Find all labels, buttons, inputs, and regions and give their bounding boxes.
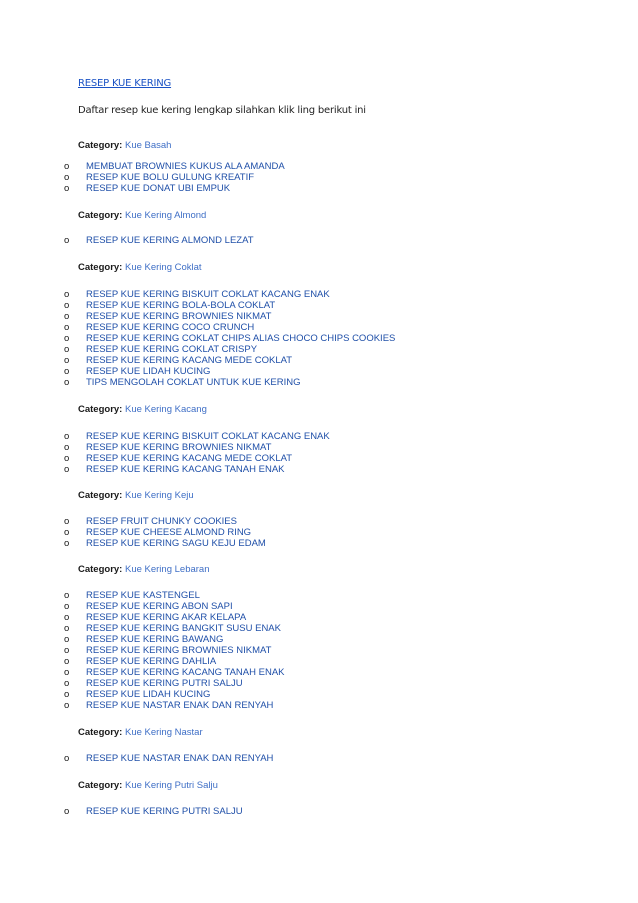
recipe-link[interactable]: RESEP KUE KERING KACANG TANAH ENAK	[86, 667, 285, 678]
category-label: Category:	[78, 490, 123, 501]
recipe-link[interactable]: RESEP KUE KERING BOLA-BOLA COKLAT	[86, 300, 276, 311]
bullet-icon: o	[64, 612, 70, 623]
bullet-icon: o	[64, 235, 70, 246]
list-item	[64, 161, 285, 172]
category-link[interactable]: Kue Basah	[124, 140, 172, 151]
list-item	[64, 289, 395, 300]
list-item	[64, 806, 243, 817]
bullet-icon: o	[64, 806, 70, 817]
list-item	[64, 333, 395, 344]
category-link[interactable]: Kue Kering Putri Salju	[124, 780, 218, 791]
list-item	[64, 538, 266, 549]
list-item	[64, 235, 254, 246]
recipe-link[interactable]: TIPS MENGOLAH COKLAT UNTUK KUE KERING	[86, 377, 301, 388]
category-label: Category:	[78, 564, 123, 575]
category-heading	[78, 727, 203, 738]
bullet-icon: o	[64, 453, 70, 464]
recipe-link[interactable]: RESEP KUE NASTAR ENAK DAN RENYAH	[86, 700, 274, 711]
recipe-list	[64, 161, 285, 194]
recipe-link[interactable]: RESEP KUE KERING COCO CRUNCH	[86, 322, 255, 333]
recipe-list	[64, 753, 273, 764]
list-item	[64, 700, 285, 711]
category-label: Category:	[78, 262, 123, 273]
intro-text: Daftar resep kue kering lengkap silahkan klik ling berikut ini	[78, 105, 366, 116]
recipe-link[interactable]: RESEP KUE KERING ALMOND LEZAT	[86, 235, 254, 246]
recipe-list	[64, 235, 254, 246]
bullet-icon: o	[64, 289, 70, 300]
recipe-list	[64, 431, 330, 475]
recipe-link[interactable]: RESEP KUE KERING SAGU KEJU EDAM	[86, 538, 266, 549]
recipe-link[interactable]: RESEP KUE KERING BROWNIES NIKMAT	[86, 645, 272, 656]
category-heading	[78, 262, 202, 273]
recipe-link[interactable]: RESEP KUE KERING KACANG MEDE COKLAT	[86, 355, 293, 366]
category-link[interactable]: Kue Kering Kacang	[124, 404, 207, 415]
category-label: Category:	[78, 140, 123, 151]
category-link[interactable]: Kue Kering Almond	[124, 210, 207, 221]
list-item	[64, 453, 330, 464]
list-item	[64, 355, 395, 366]
list-item	[64, 464, 330, 475]
category-label: Category:	[78, 404, 123, 415]
recipe-list	[64, 289, 395, 388]
list-item	[64, 172, 285, 183]
recipe-link[interactable]: RESEP KUE KERING DAHLIA	[86, 656, 217, 667]
recipe-link[interactable]: RESEP KUE KERING COKLAT CRISPY	[86, 344, 258, 355]
category-link[interactable]: Kue Kering Nastar	[124, 727, 203, 738]
list-item	[64, 366, 395, 377]
bullet-icon: o	[64, 601, 70, 612]
category-label: Category:	[78, 727, 123, 738]
list-item	[64, 645, 285, 656]
category-heading	[78, 780, 218, 791]
recipe-link[interactable]: RESEP KUE LIDAH KUCING	[86, 366, 211, 377]
list-item	[64, 656, 285, 667]
bullet-icon: o	[64, 527, 70, 538]
bullet-icon: o	[64, 645, 70, 656]
recipe-link[interactable]: RESEP KUE LIDAH KUCING	[86, 689, 211, 700]
recipe-link[interactable]: RESEP KUE KERING ABON SAPI	[86, 601, 233, 612]
recipe-link[interactable]: RESEP KUE KERING KACANG MEDE COKLAT	[86, 453, 293, 464]
list-item	[64, 442, 330, 453]
recipe-link[interactable]: RESEP KUE KERING BROWNIES NIKMAT	[86, 311, 272, 322]
category-heading	[78, 404, 207, 415]
list-item	[64, 678, 285, 689]
recipe-link[interactable]: RESEP KUE KERING PUTRI SALJU	[86, 806, 243, 817]
list-item	[64, 612, 285, 623]
list-item	[64, 344, 395, 355]
category-heading	[78, 490, 194, 501]
category-link[interactable]: Kue Kering Lebaran	[124, 564, 210, 575]
category-heading	[78, 564, 210, 575]
list-item	[64, 689, 285, 700]
bullet-icon: o	[64, 700, 70, 711]
bullet-icon: o	[64, 300, 70, 311]
category-heading	[78, 210, 206, 221]
recipe-link[interactable]: RESEP KUE KERING COKLAT CHIPS ALIAS CHOCO CHIPS COOKIES	[86, 333, 396, 344]
recipe-link[interactable]: RESEP KUE KERING PUTRI SALJU	[86, 678, 243, 689]
bullet-icon: o	[64, 366, 70, 377]
list-item	[64, 322, 395, 333]
category-link[interactable]: Kue Kering Keju	[124, 490, 194, 501]
bullet-icon: o	[64, 311, 70, 322]
list-item	[64, 516, 266, 527]
list-item	[64, 634, 285, 645]
bullet-icon: o	[64, 172, 70, 183]
bullet-icon: o	[64, 656, 70, 667]
recipe-link[interactable]: RESEP KUE CHEESE ALMOND RING	[86, 527, 252, 538]
list-item	[64, 311, 395, 322]
bullet-icon: o	[64, 516, 70, 527]
list-item	[64, 431, 330, 442]
bullet-icon: o	[64, 442, 70, 453]
bullet-icon: o	[64, 333, 70, 344]
recipe-list	[64, 516, 266, 549]
bullet-icon: o	[64, 464, 70, 475]
category-label: Category:	[78, 210, 123, 221]
list-item	[64, 623, 285, 634]
category-link[interactable]: Kue Kering Coklat	[124, 262, 202, 273]
category-heading	[78, 140, 171, 151]
list-item	[64, 527, 266, 538]
bullet-icon: o	[64, 322, 70, 333]
bullet-icon: o	[64, 431, 70, 442]
recipe-link[interactable]: RESEP KUE BOLU GULUNG KREATIF	[86, 172, 255, 183]
page-title-link[interactable]: RESEP KUE KERING	[78, 78, 172, 89]
recipe-link[interactable]: RESEP KUE KERING AKAR KELAPA	[86, 612, 247, 623]
bullet-icon: o	[64, 344, 70, 355]
bullet-icon: o	[64, 667, 70, 678]
bullet-icon: o	[64, 689, 70, 700]
list-item	[64, 753, 273, 764]
recipe-link[interactable]: RESEP KUE KASTENGEL	[86, 590, 200, 601]
list-item	[64, 590, 285, 601]
bullet-icon: o	[64, 678, 70, 689]
recipe-link[interactable]: RESEP KUE KERING BANGKIT SUSU ENAK	[86, 623, 281, 634]
bullet-icon: o	[64, 377, 70, 388]
list-item	[64, 300, 395, 311]
list-item	[64, 377, 395, 388]
list-item	[64, 183, 285, 194]
category-label: Category:	[78, 780, 123, 791]
recipe-list	[64, 806, 243, 817]
recipe-link[interactable]: RESEP KUE KERING KACANG TANAH ENAK	[86, 464, 285, 475]
bullet-icon: o	[64, 183, 70, 194]
recipe-link[interactable]: RESEP KUE KERING BISKUIT COKLAT KACANG ENAK	[86, 431, 330, 442]
bullet-icon: o	[64, 590, 70, 601]
recipe-link[interactable]: RESEP KUE DONAT UBI EMPUK	[86, 183, 231, 194]
bullet-icon: o	[64, 355, 70, 366]
bullet-icon: o	[64, 161, 70, 172]
recipe-link[interactable]: RESEP FRUIT CHUNKY COOKIES	[86, 516, 237, 527]
recipe-list	[64, 590, 285, 711]
recipe-link[interactable]: RESEP KUE KERING BROWNIES NIKMAT	[86, 442, 272, 453]
list-item	[64, 667, 285, 678]
recipe-link[interactable]: RESEP KUE NASTAR ENAK DAN RENYAH	[86, 753, 274, 764]
bullet-icon: o	[64, 753, 70, 764]
recipe-link[interactable]: RESEP KUE KERING BAWANG	[86, 634, 224, 645]
bullet-icon: o	[64, 634, 70, 645]
bullet-icon: o	[64, 623, 70, 634]
list-item	[64, 601, 285, 612]
recipe-link[interactable]: RESEP KUE KERING BISKUIT COKLAT KACANG ENAK	[86, 289, 330, 300]
bullet-icon: o	[64, 538, 70, 549]
recipe-link[interactable]: MEMBUAT BROWNIES KUKUS ALA AMANDA	[86, 161, 285, 172]
